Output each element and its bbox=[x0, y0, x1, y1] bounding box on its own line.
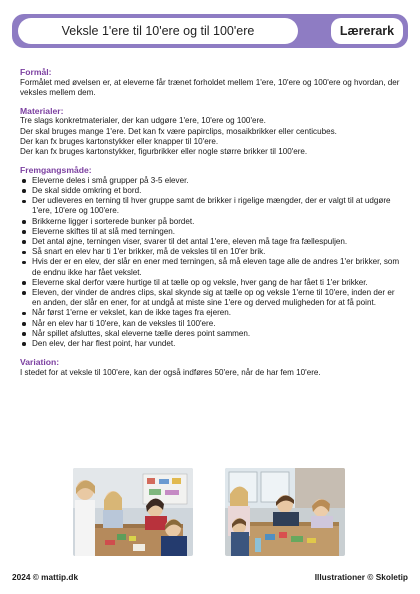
classroom-photo-right bbox=[225, 468, 345, 556]
section-heading: Formål: bbox=[20, 67, 52, 77]
section-heading: Variation: bbox=[20, 357, 60, 368]
copyright-right: Illustrationer © Skoletip bbox=[314, 572, 408, 582]
list-item: Eleverne deles i små grupper på 3-5 elever. bbox=[20, 176, 402, 186]
list-item: Så snart en elev har ti 1'er brikker, må de veksles til en 10'er brik. bbox=[20, 247, 402, 257]
copyright-left: 2024 © mattip.dk bbox=[12, 572, 79, 582]
classroom-photo-left bbox=[73, 468, 193, 556]
list-item: Brikkerne ligger i sorterede bunker på bordet. bbox=[20, 217, 402, 227]
list-item: Når en elev har ti 10'ere, kan de veksles til 100'ere. bbox=[20, 319, 402, 329]
section-variation bbox=[20, 357, 402, 378]
section-heading: Fremgangsmåde: bbox=[20, 165, 92, 176]
list-item: Eleverne skal derfor være hurtige til at tælle op og veksle, hver gang de har fået ti 1'er brikker. bbox=[20, 278, 402, 288]
section-formaal bbox=[20, 67, 402, 98]
teacher-sheet-badge bbox=[331, 18, 403, 44]
section-text: I stedet for at veksle til 100'ere, kan der også indføres 50'ere, når de har fem 10'ere. bbox=[20, 367, 321, 377]
badge-text: Lærerark bbox=[339, 24, 395, 38]
section-materialer bbox=[20, 106, 402, 157]
document-body bbox=[20, 67, 402, 386]
section-text: Formålet med øvelsen er, at eleverne får trænet forholdet mellem 1'ere, 10'ere og 100'ere og hvordan, der veksles mellem dem. bbox=[20, 77, 400, 97]
materials-line: Der kan fx bruges kartonstykker eller knapper til 10'ere. bbox=[20, 136, 219, 146]
page-title-text: Veksle 1'ere til 10'ere og til 100'ere bbox=[61, 24, 255, 38]
materials-line: Der skal bruges mange 1'ere. Det kan fx være papirclips, mosaikbrikker eller centicubes. bbox=[20, 126, 337, 136]
steps-list bbox=[20, 176, 402, 349]
list-item: Det antal øjne, terningen viser, svarer til det antal 1'ere, eleven må tage fra fællespuljen. bbox=[20, 237, 402, 247]
materials-line: Tre slags konkretmaterialer, der kan udgøre 1'ere, 10'ere og 100'ere. bbox=[20, 116, 266, 126]
section-fremgangsmaade bbox=[20, 165, 402, 349]
page-title bbox=[18, 18, 298, 44]
list-item: Hvis der er en elev, der slår en ener med terningen, så må eleven tage alle de andres 1'er brikker, som de endnu ikke har fået vekslet. bbox=[20, 257, 402, 277]
list-item: Eleven, der vinder de andres clips, skal skynde sig at tælle op og veksle 1'erne til 10'ere, inden der er en anden, der slår en ener, for at undgå at miste sine 1'ere og derved muligheden for at få point. bbox=[20, 288, 402, 308]
list-item: Når først 1'erne er vekslet, kan de ikke tages fra ejeren. bbox=[20, 308, 402, 318]
list-item: Den elev, der har flest point, har vundet. bbox=[20, 339, 402, 349]
list-item: De skal sidde omkring et bord. bbox=[20, 186, 402, 196]
materials-line: Der kan fx bruges kartonstykker, figurbrikker eller nogle større brikker til 100'ere. bbox=[20, 147, 308, 157]
section-heading: Materialer: bbox=[20, 105, 64, 116]
list-item: Når spillet afsluttes, skal eleverne tælle deres point sammen. bbox=[20, 329, 402, 339]
list-item: Der udleveres en terning til hver gruppe samt de brikker i rigelige mængder, der er valgt til at udgøre 1'ere, 10'ere og 100'ere. bbox=[20, 196, 402, 216]
list-item: Eleverne skiftes til at slå med terningen. bbox=[20, 227, 402, 237]
